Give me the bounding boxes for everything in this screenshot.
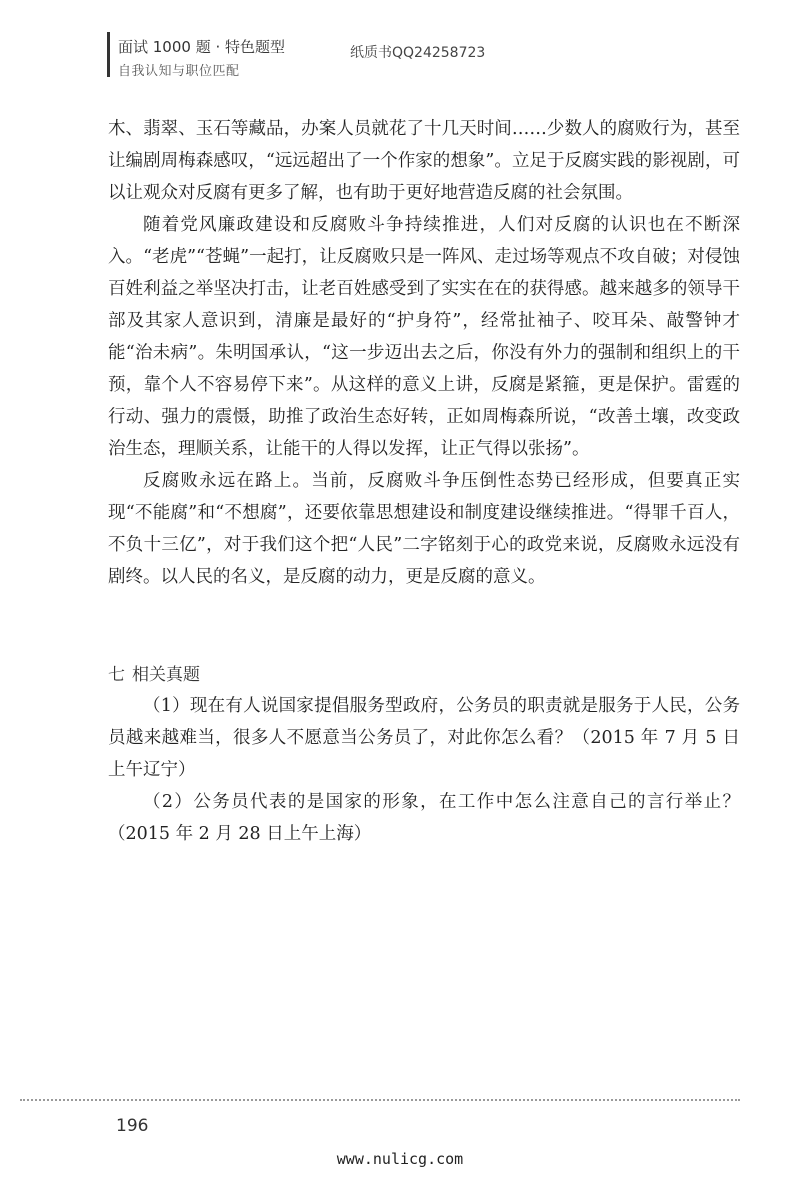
question-list [108, 690, 740, 850]
watermark-text: 纸质书QQ24258723 [350, 45, 486, 61]
header-rule [107, 32, 110, 77]
paragraph: 随着党风廉政建设和反腐败斗争持续推进，人们对反腐的认识也在不断深入。“老虎”“苍蝇”一起打，让反腐败只是一阵风、走过场等观点不攻自破；对侵蚀百姓利益之举坚决打击，让老百姓感受到了实实在在的获得感。越来越多的领导干部及其家人意识到，清廉是最好的“护身符”，经常扯袖子、咬耳朵、敲警钟才能“治未病”。朱明国承认，“这一步迈出去之后，你没有外力的强制和组织上的干预，靠个人不容易停下来”。从这样的意义上讲，反腐是紧箍，更是保护。雷霆的行动、强力的震慑，助推了政治生态好转，正如周梅森所说，“改善土壤，改变政治生态，理顺关系，让能干的人得以发挥，让正气得以张扬”。 [108, 215, 740, 459]
question-item: （1）现在有人说国家提倡服务型政府，公务员的职责就是服务于人民，公务员越来越难当，很多人不愿意当公务员了，对此你怎么看？（2015 年 7 月 5 日上午辽宁） [108, 696, 740, 780]
running-header-subtitle: 自我认知与职位匹配 [118, 64, 240, 79]
paragraph: 木、翡翠、玉石等藏品，办案人员就花了十几天时间……少数人的腐败行为，甚至让编剧周梅森感叹，“远远超出了一个作家的想象”。立足于反腐实践的影视剧，可以让观众对反腐有更多了解，也有助于更好地营造反腐的社会氛围。 [108, 119, 740, 203]
body-text [108, 113, 740, 593]
page-number: 196 [116, 1116, 149, 1136]
scan-artifact-line [20, 1099, 740, 1101]
question-item: （2）公务员代表的是国家的形象，在工作中怎么注意自己的言行举止？（2015 年 2 月 28 日上午上海） [108, 792, 740, 844]
section-heading [108, 660, 200, 685]
footer-url: www.nulicg.com [336, 1150, 464, 1168]
running-header-title: 面试 1000 题 · 特色题型 [118, 38, 286, 56]
section-title: 相关真题 [132, 665, 200, 685]
section-number: 七 [108, 665, 125, 685]
paragraph: 反腐败永远在路上。当前，反腐败斗争压倒性态势已经形成，但要真正实现“不能腐”和“不想腐”，还要依靠思想建设和制度建设继续推进。“得罪千百人，不负十三亿”，对于我们这个把“人民”二字铭刻于心的政党来说，反腐败永远没有剧终。以人民的名义，是反腐的动力，更是反腐的意义。 [108, 471, 740, 587]
